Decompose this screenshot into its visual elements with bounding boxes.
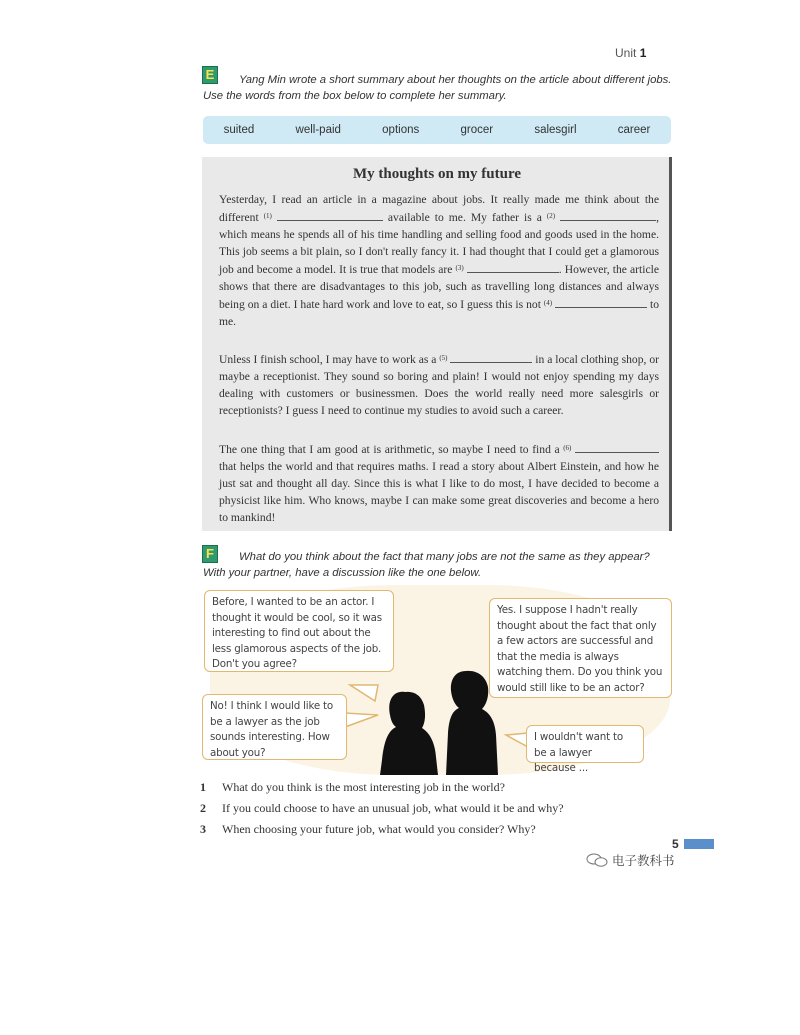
blank-5[interactable] xyxy=(450,352,532,363)
passage-text: Yesterday, I read an article in a magazine about jobs. It really made me think about the different xyxy=(219,193,659,224)
speech-bubble-bottom-left: No! I think I would like to be a lawyer as the job sounds interesting. How about you? xyxy=(202,694,347,760)
passage-text: , which means he spends all of his time handling and selling food and goods used in the home. This job seems a bit plain, so I don't really fancy it. I had thought that I could get a glamorous job and become a model. It is true that models are xyxy=(219,211,659,276)
passage-text: The one thing that I am good at is arithmetic, so maybe I need to find a xyxy=(219,443,564,456)
blank-number: (3) xyxy=(455,264,464,272)
passage-title: My thoughts on my future xyxy=(352,166,522,182)
wechat-icon xyxy=(586,853,608,867)
girl-silhouette xyxy=(380,692,438,775)
passage-text: available to me. My father is a xyxy=(382,211,547,224)
unit-header xyxy=(615,46,646,60)
unit-label: Unit xyxy=(615,46,637,60)
blank-1[interactable] xyxy=(277,210,383,221)
question-text: If you could choose to have an unusual job, what would it be and why? xyxy=(222,801,564,815)
word-box xyxy=(203,116,671,144)
discussion-question xyxy=(200,801,564,816)
blank-number: (6) xyxy=(563,444,572,452)
unit-number: 1 xyxy=(639,46,647,60)
passage-text: in a local clothing shop, or maybe a receptionist. They sound so boring and plain! I would not enjoy spending my days dealing with customers or businessmen. Does the world really need more salesgirls or receptionists? I guess I need to continue my studies to avoid such a career. xyxy=(219,353,659,417)
speech-bubble-top-left: Before, I wanted to be an actor. I thought it would be cool, so it was interesting to find out about the less glamorous aspects of the job. Don't you agree? xyxy=(204,590,394,672)
passage-text: that helps the world and that requires maths. I read a story about Albert Einstein, and how he just sat and thought all day. Since this is what I like to do most, I have decided to become a physicist like him. Who knows, maybe I can make some great discoveries and become a hero to mankind! xyxy=(219,460,659,524)
section-f-icon: F xyxy=(202,545,218,563)
discussion-question xyxy=(200,780,505,795)
bubble-tail xyxy=(350,685,378,701)
question-number: 1 xyxy=(200,780,206,794)
speech-bubble-bottom-right: I wouldn't want to be a lawyer because ... xyxy=(526,725,644,763)
discussion-question xyxy=(200,822,536,837)
word-box-item: salesgirl xyxy=(534,124,577,136)
passage-paragraph-1 xyxy=(219,191,659,330)
section-e-instructions: Yang Min wrote a short summary about her thoughts on the article about different jobs. Use the words from the box below to complete her summary. xyxy=(203,74,672,102)
passage-text: to me. xyxy=(219,298,659,328)
passage-paragraph-3 xyxy=(219,440,659,526)
blank-2[interactable] xyxy=(560,210,656,221)
bubble-tail xyxy=(506,733,528,747)
blank-6[interactable] xyxy=(575,442,659,453)
blank-number: (2) xyxy=(546,212,556,220)
question-text: When choosing your future job, what would you consider? Why? xyxy=(222,822,536,836)
question-text: What do you think is the most interesting job in the world? xyxy=(222,780,505,794)
blank-4[interactable] xyxy=(555,297,647,308)
question-number: 3 xyxy=(200,822,206,836)
blank-number: (5) xyxy=(439,354,448,362)
passage-text: . However, the article shows that there are disadvantages to this job, such as travelling long distances and always being on a diet. I hate hard work and love to eat, so I guess this is not xyxy=(219,263,659,311)
word-box-item: options xyxy=(382,124,420,136)
word-box-item: suited xyxy=(223,124,255,136)
watermark xyxy=(586,851,675,869)
blank-3[interactable] xyxy=(467,262,559,273)
page-number: 5 xyxy=(672,837,679,851)
passage-text: Unless I finish school, I may have to work as a xyxy=(219,353,440,366)
word-box-item: grocer xyxy=(460,124,494,136)
blank-number: (4) xyxy=(543,299,553,307)
passage-paragraph-2 xyxy=(219,350,659,419)
speech-bubble-top-right: Yes. I suppose I hadn't really thought about the fact that only a few actors are successful and that the media is always watching them. Do you think you would still like to be an actor? xyxy=(489,598,672,698)
page-number-bar xyxy=(684,839,714,849)
word-box-item: well-paid xyxy=(295,124,341,136)
watermark-text: 电子教科书 xyxy=(611,853,675,868)
word-box-item: career xyxy=(617,124,651,136)
bubble-tail xyxy=(345,713,378,727)
section-e-icon: E xyxy=(202,66,218,84)
question-number: 2 xyxy=(200,801,206,815)
section-f-instructions: What do you think about the fact that many jobs are not the same as they appear? With your partner, have a discussion like the one below. xyxy=(203,551,650,579)
blank-number: (1) xyxy=(263,212,272,220)
